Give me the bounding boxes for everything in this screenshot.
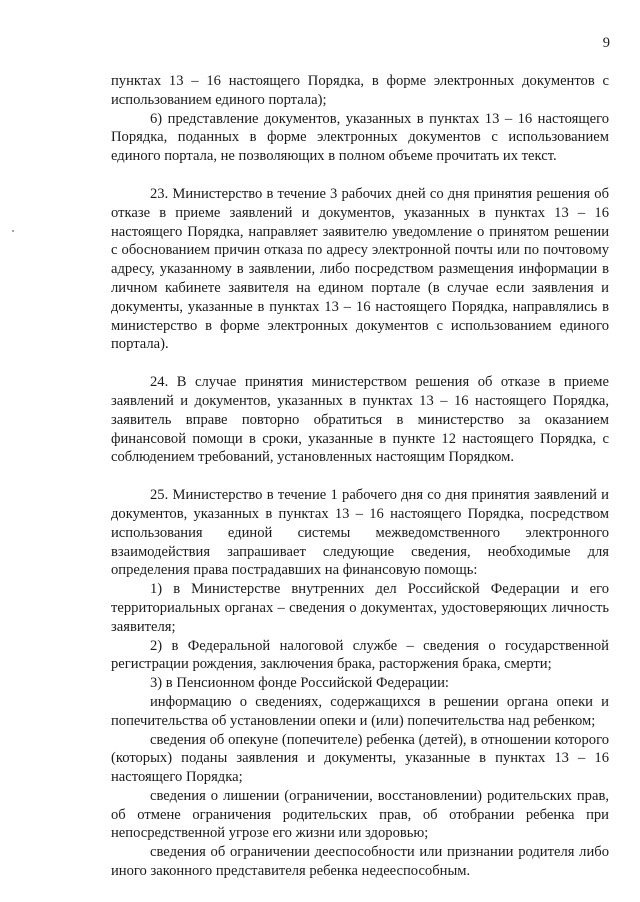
list-item-6: 6) представление документов, указанных в пунктах 13 – 16 настоящего Порядка, поданных в форме электронных документов с использованием единого портала, не позволяющих в полном объеме прочитать их текст. [111,110,609,165]
list-item-3: 3) в Пенсионном фонде Российской Федерации: [150,675,449,692]
paragraph-continuation: пунктах 13 – 16 настоящего Порядка, в форме электронных документов с использованием единого портала); [111,73,609,108]
sub-item-parental-rights: сведения о лишении (ограничении, восстановлении) родительских прав, об отмене ограничения родительских прав, об отобрании ребенка при непосредственной угрозе его жизни или здоровью; [111,787,609,842]
sub-item-guardian-info: сведения об опекуне (попечителе) ребенка (детей), в отношении которого (которых) поданы заявления и документы, указанные в пунктах 13 – 16 настоящего Порядка; [111,731,609,786]
list-item-1: 1) в Министерстве внутренних дел Российской Федерации и его территориальных органах – сведения о документах, удостоверяющих личность заявителя; [111,581,609,635]
sub-item-incapacity: сведения об ограничении дееспособности или признании родителя либо иного законного представителя ребенка недееспособным. [111,844,609,880]
paragraph-25: 25. Министерство в течение 1 рабочего дня со дня принятия заявлений и документов, указанных в пунктах 13 – 16 настоящего Порядка, посредством использования единой системы межведомственного электронного взаимодействия запрашивает следующие сведения, необходимые для определения права пострадавших на финансовую помощь: [111,487,609,579]
paragraph-23: 23. Министерство в течение 3 рабочих дней со дня принятия решения об отказе в приеме заявлений и документов, указанных в пунктах 13 – 16 настоящего Порядка, направляет заявителю уведомление о принятом решении с обоснованием причин отказа по адресу электронной почты или по почтовому адресу, указанному в заявлении, либо посредством размещения информации в личном кабинете заявителя на едином портале (в случае если заявления и документы, указанные в пунктах 13 – 16 настоящего Порядка, направлялись в министерство в форме электронных документов с использованием единого портала). [111,185,609,353]
sub-item-guardianship-decision: информацию о сведениях, содержащихся в решении органа опеки и попечительства об установлении опеки и (или) попечительства над ребенком; [111,693,609,729]
list-item-2: 2) в Федеральной налоговой службе – сведения о государственной регистрации рождения, заключения брака, расторжения брака, смерти; [111,637,609,673]
paragraph-24: 24. В случае принятия министерством решения об отказе в приеме заявлений и документов, указанных в пунктах 13 – 16 настоящего Порядка, заявитель вправе повторно обратиться в министерство за оказанием финансовой помощи в сроки, указанные в пункте 12 настоящего Порядка, с соблюдением требований, установленных настоящим Порядком. [111,374,609,466]
scan-speck [12,230,14,232]
page-number: 9 [602,35,610,51]
document-body [111,72,609,881]
